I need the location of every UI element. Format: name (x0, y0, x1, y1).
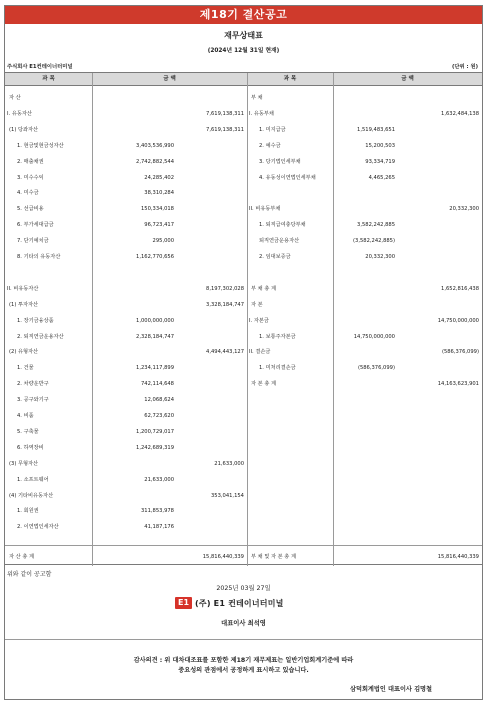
row-detail-amount: 20,332,300 (365, 254, 395, 260)
row-detail-amount: 1,242,689,319 (136, 444, 174, 451)
row-total-amount: 7,619,138,311 (206, 126, 244, 133)
table-row (5, 249, 247, 265)
total-liabilities-equity-row (247, 549, 482, 565)
table-row (5, 503, 247, 519)
banner-title: 제18기 결산공고 (5, 6, 482, 24)
row-label: 6. 하역장비 (17, 444, 44, 451)
table-row (5, 408, 247, 424)
table-row (247, 265, 482, 281)
row-detail-amount: 15,200,503 (365, 142, 395, 149)
row-label: (1) 당좌자산 (9, 126, 39, 133)
header-right-amount: 금 액 (401, 76, 414, 82)
table-row (247, 170, 482, 186)
row-label: 4. 유동성이연법인세부채 (259, 174, 316, 181)
row-label: 6. 부가세대급금 (17, 222, 54, 229)
row-total-amount: 20,332,300 (449, 206, 479, 213)
row-total-amount: 1,652,816,438 (441, 285, 479, 292)
audit-opinion-line-1: 감사의견 : 위 대차대조표를 포함한 제18기 재무제표는 일반기업회계기준에 따라 (133, 657, 354, 664)
auditor-name: 삼덕회계법인 대표이사 김명철 (349, 686, 432, 693)
row-label: 2. 퇴직연금운용자산 (17, 333, 64, 340)
table-row (5, 106, 247, 122)
total-liabilities-equity-label: 부 채 및 자 본 총 계 (251, 554, 296, 560)
row-label: 부 채 총 계 (251, 285, 276, 292)
row-label: 1. 보통주자본금 (259, 333, 296, 340)
row-label: 자 본 (251, 301, 263, 308)
table-row (5, 329, 247, 345)
divider (5, 639, 482, 640)
table-row (5, 392, 247, 408)
row-detail-amount: (586,376,099) (357, 365, 395, 372)
row-label: 1. 장기금융상품 (17, 317, 54, 324)
table-row (247, 313, 482, 329)
row-detail-amount: 295,000 (152, 238, 174, 245)
row-detail-amount: 3,582,242,885 (357, 222, 395, 229)
row-label: 7. 단기예치금 (17, 238, 49, 245)
table-row (5, 90, 247, 106)
row-total-amount: 1,632,484,138 (441, 110, 479, 117)
table-row (5, 440, 247, 456)
table-row (5, 201, 247, 217)
row-label: II. 비유동자산 (7, 285, 39, 292)
total-liabilities-equity-amount: 15,816,440,339 (437, 554, 479, 560)
total-assets-label: 자 산 총 계 (9, 554, 34, 560)
row-label: I. 유동자산 (7, 110, 32, 117)
row-label: 2. 예수금 (259, 142, 281, 149)
notice-text: 위와 같이 공고함 (7, 571, 52, 578)
table-row (5, 217, 247, 233)
table-row (247, 185, 482, 201)
table-row (247, 90, 482, 106)
row-detail-amount: 150,334,018 (140, 206, 174, 213)
row-label: 자 본 총 계 (251, 381, 276, 388)
table-row (247, 217, 482, 233)
table-row (247, 106, 482, 122)
row-label: 1. 퇴직급여충당부채 (259, 222, 306, 229)
row-label: 1. 미처리결손금 (259, 365, 296, 372)
row-detail-amount: 96,723,417 (144, 222, 174, 229)
row-total-amount: 3,328,184,747 (206, 301, 244, 308)
row-detail-amount: 41,187,176 (144, 524, 174, 531)
row-label: 3. 미수수익 (17, 174, 44, 181)
notice-date: 2025년 03월 27일 (216, 585, 271, 592)
row-detail-amount: 4,465,265 (368, 174, 395, 181)
company-logo (175, 596, 284, 610)
row-detail-amount: 38,310,284 (144, 190, 174, 197)
table-row (5, 344, 247, 360)
ceo-name: 대표이사 최석영 (221, 620, 266, 627)
row-detail-amount: 14,750,000,000 (353, 333, 395, 340)
row-label: (4) 기타비유동자산 (9, 492, 54, 499)
table-row (5, 297, 247, 313)
table-row (5, 313, 247, 329)
row-label: 2. 매출채권 (17, 158, 44, 165)
row-detail-amount: 1,234,117,899 (136, 365, 174, 372)
table-row (247, 281, 482, 297)
row-label: (1) 투자자산 (9, 301, 39, 308)
header-left-subject: 과 목 (42, 76, 55, 82)
row-detail-amount: 3,403,536,990 (136, 142, 174, 149)
row-total-amount: 14,163,623,901 (437, 381, 479, 388)
audit-opinion-line-2: 중요성의 관점에서 공정하게 표시하고 있습니다. (178, 667, 309, 674)
table-row (247, 138, 482, 154)
total-assets-row (5, 549, 247, 565)
e1-logo-mark: E1 (175, 597, 192, 609)
row-label: 1. 현금및현금성자산 (17, 142, 64, 149)
row-detail-amount: 1,162,770,656 (136, 254, 174, 260)
row-detail-amount: 62,723,620 (144, 413, 174, 419)
row-label: 4. 비품 (17, 413, 34, 419)
row-label: I. 자본금 (249, 317, 269, 324)
document-title: 재무상태표 (224, 31, 263, 40)
row-label: 3. 공구와기구 (17, 397, 49, 404)
row-detail-amount: 1,000,000,000 (136, 317, 174, 324)
row-total-amount: (586,376,099) (441, 349, 479, 356)
table-row (5, 488, 247, 504)
table-row (247, 154, 482, 170)
row-label: (3) 무형자산 (9, 460, 39, 467)
row-label: II. 비유동부채 (249, 206, 281, 213)
total-assets-amount: 15,816,440,339 (202, 554, 244, 560)
row-label: 5. 구축물 (17, 428, 39, 435)
row-detail-amount: 21,633,000 (144, 476, 174, 483)
row-detail-amount: 24,285,402 (144, 174, 174, 181)
row-detail-amount: 311,853,978 (140, 508, 174, 515)
row-label: (2) 유형자산 (9, 349, 39, 356)
table-row (247, 201, 482, 217)
row-label: I. 유동부채 (249, 110, 274, 117)
table-row (247, 249, 482, 265)
table-row (5, 265, 247, 281)
row-label: 2. 차량운반구 (17, 381, 49, 388)
table-row (5, 233, 247, 249)
table-row (5, 424, 247, 440)
row-label: 4. 미수금 (17, 190, 39, 197)
unit-label: (단위 : 원) (452, 64, 478, 70)
table-row (247, 297, 482, 313)
table-row (247, 360, 482, 376)
table-row (247, 122, 482, 138)
table-row (5, 360, 247, 376)
row-label: II. 결손금 (249, 349, 271, 356)
row-detail-amount: 93,334,719 (365, 158, 395, 165)
period-label: (2024년 12월 31일 현재) (207, 48, 280, 54)
row-label: 2. 임대보증금 (259, 254, 291, 260)
row-detail-amount: 2,742,882,544 (136, 158, 174, 165)
row-total-amount: 8,197,302,028 (206, 285, 244, 292)
row-detail-amount: 1,200,729,017 (136, 428, 174, 435)
table-row (5, 185, 247, 201)
table-row (5, 122, 247, 138)
row-label: 1. 소프트웨어 (17, 476, 49, 483)
row-detail-amount: 12,068,624 (144, 397, 174, 404)
row-detail-amount: 1,519,483,651 (357, 126, 395, 133)
balance-sheet-table (5, 72, 482, 565)
table-row (5, 376, 247, 392)
row-total-amount: 353,041,154 (210, 492, 244, 499)
logo-text: (주) E1 컨테이너터미널 (195, 598, 284, 608)
row-label: 1. 회원권 (17, 508, 39, 515)
row-label: 퇴직연금운용자산 (259, 238, 300, 245)
row-label: 1. 건물 (17, 365, 34, 372)
row-total-amount: 4,494,443,127 (206, 349, 244, 356)
table-row (5, 456, 247, 472)
header-left-amount: 금 액 (163, 76, 176, 82)
table-row (5, 170, 247, 186)
table-row (5, 472, 247, 488)
row-label: 자 산 (9, 95, 21, 101)
table-row (247, 233, 482, 249)
row-detail-amount: (3,582,242,885) (353, 238, 395, 245)
table-row (5, 519, 247, 535)
table-row (5, 281, 247, 297)
table-row (247, 344, 482, 360)
row-label: 8. 기타의 유동자산 (17, 254, 61, 260)
table-row (247, 329, 482, 345)
table-row (5, 138, 247, 154)
table-row (5, 154, 247, 170)
row-label: 1. 미지급금 (259, 126, 286, 133)
row-label: 부 채 (251, 95, 263, 101)
table-row (247, 376, 482, 392)
row-total-amount: 14,750,000,000 (437, 317, 479, 324)
header-right-subject: 과 목 (283, 76, 297, 82)
notice-frame (4, 5, 483, 700)
row-label: 3. 당기법인세부채 (259, 158, 301, 165)
row-label: 5. 선급비용 (17, 206, 44, 213)
row-detail-amount: 742,114,648 (140, 381, 174, 388)
company-name: 주식회사 E1컨테이너터미널 (7, 64, 73, 70)
row-total-amount: 21,633,000 (214, 460, 244, 467)
row-label: 2. 이연법인세자산 (17, 524, 59, 531)
row-detail-amount: 2,328,184,747 (136, 333, 174, 340)
row-total-amount: 7,619,138,311 (206, 110, 244, 117)
